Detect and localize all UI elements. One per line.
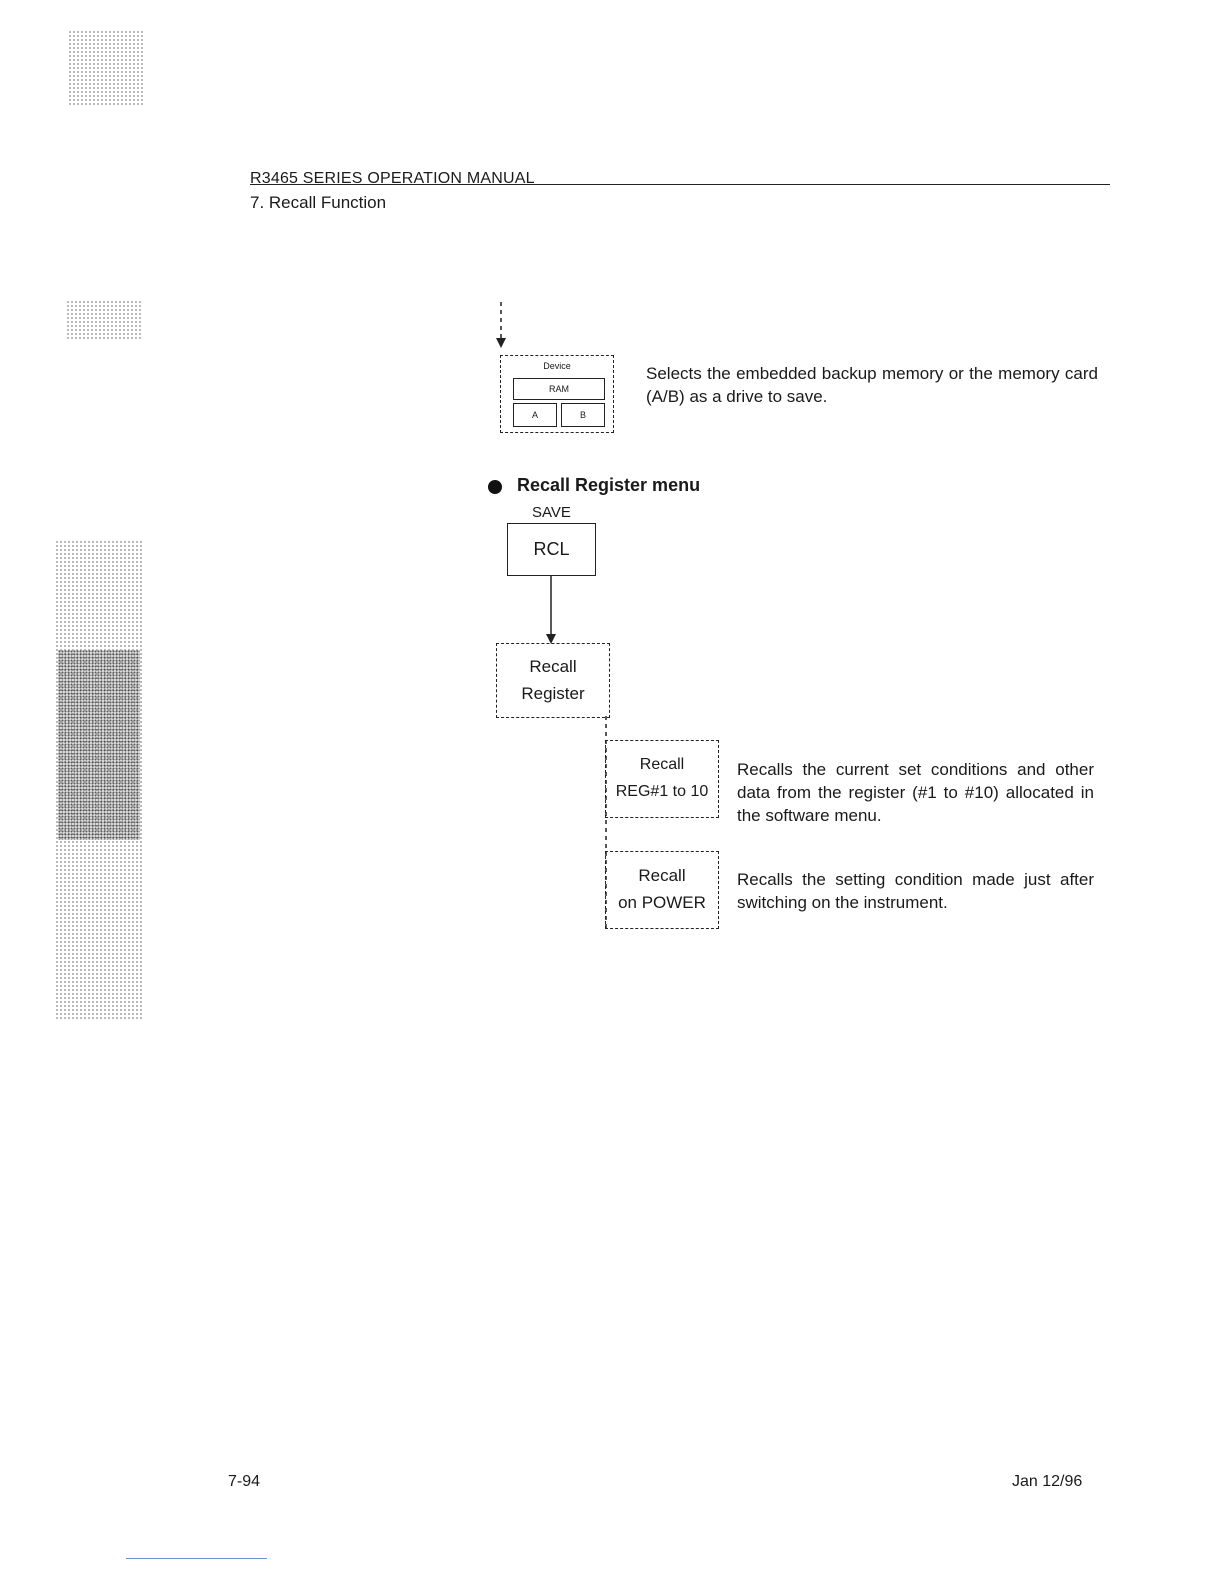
ram-button[interactable]	[513, 378, 605, 400]
recall-power-description: Recalls the setting condition made just after switching on the instrument.	[737, 870, 1094, 912]
manual-title: R3465 SERIES OPERATION MANUAL	[250, 170, 535, 187]
card-b-button[interactable]	[561, 403, 605, 427]
recall-power-line1: Recall	[638, 866, 686, 885]
scan-speckle-top	[68, 30, 143, 105]
recall-reg-line2: REG#1 to 10	[615, 783, 709, 800]
scan-speckle-mid	[66, 300, 142, 340]
device-description: Selects the embedded backup memory or the memory card (A/B) as a drive to save.	[646, 364, 1098, 406]
bottom-mark	[126, 1558, 267, 1559]
section-title: 7. Recall Function	[250, 193, 387, 212]
recall-power-line2: on POWER	[618, 893, 706, 912]
recall-register-heading: Recall Register menu	[517, 475, 701, 495]
rcl-key-label: RCL	[533, 539, 570, 559]
recall-reg-line1: Recall	[639, 756, 685, 773]
recall-reg-softkey[interactable]	[605, 740, 719, 818]
recall-power-softkey[interactable]	[605, 851, 719, 929]
device-menu-box	[500, 355, 614, 433]
recall-reg-description: Recalls the current set conditions and other data from the register (#1 to #10) allocated in the software menu.	[737, 760, 1094, 825]
ram-label: RAM	[549, 384, 569, 394]
scan-speckle-dark	[58, 650, 140, 840]
rcl-key[interactable]	[507, 523, 596, 576]
card-a-label: A	[531, 410, 538, 420]
rcl-arrow	[544, 576, 558, 648]
header-rule	[250, 184, 1110, 185]
recall-register-line1: Recall	[529, 657, 577, 676]
save-label: SAVE	[532, 504, 571, 521]
incoming-arrow	[494, 300, 508, 352]
recall-register-softkey[interactable]	[496, 643, 610, 718]
bullet-dot	[488, 480, 502, 494]
revision-date: Jan 12/96	[1012, 1473, 1083, 1490]
recall-register-line2: Register	[521, 684, 585, 703]
page-number: 7-94	[228, 1473, 261, 1490]
device-heading: Device	[543, 361, 571, 371]
card-b-label: B	[579, 410, 586, 420]
card-a-button[interactable]	[513, 403, 557, 427]
